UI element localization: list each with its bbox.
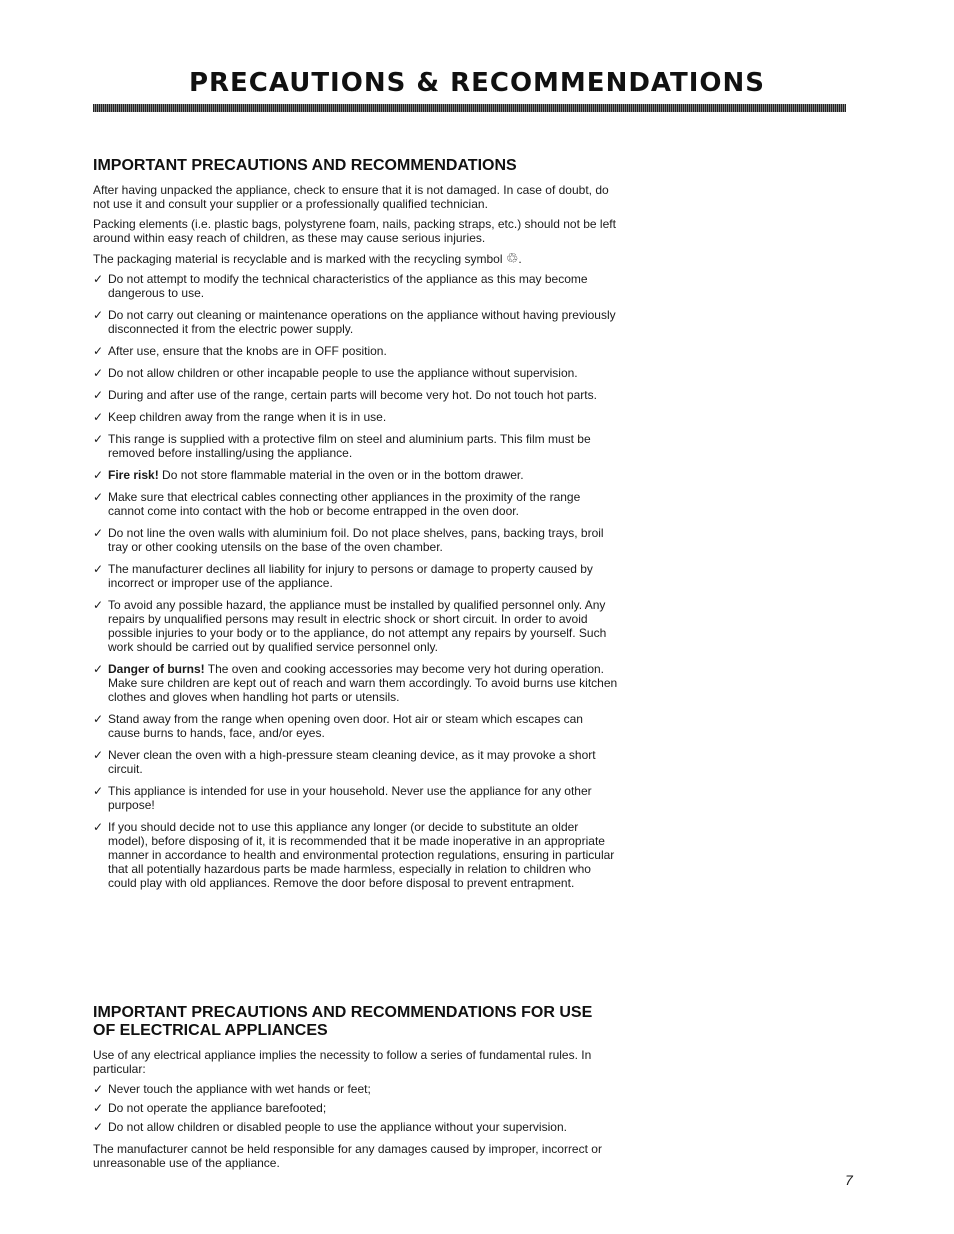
checkmark-icon: ✓: [93, 432, 104, 446]
checkmark-icon: ✓: [93, 662, 104, 676]
checkmark-icon: ✓: [93, 748, 104, 762]
list-item: [93, 432, 618, 460]
list-item-text: This appliance is intended for use in your household. Never use the appliance for any other purpose!: [108, 784, 592, 812]
checkmark-icon: ✓: [93, 308, 104, 322]
list-item: [93, 366, 618, 380]
title-divider: [93, 104, 846, 112]
list-item: [93, 1101, 618, 1115]
checkmark-icon: ✓: [93, 820, 104, 834]
checkmark-icon: ✓: [93, 1120, 104, 1134]
checkmark-icon: ✓: [93, 598, 104, 612]
list-item: [93, 388, 618, 402]
section-electrical-precautions: [93, 1004, 618, 1176]
warning-label: Fire risk!: [108, 468, 159, 482]
list-item-text: Make sure that electrical cables connecting other appliances in the proximity of the range cannot come into contact with the hob or become entrapped in the oven door.: [108, 490, 581, 518]
list-item-text: If you should decide not to use this appliance any longer (or decide to substitute an older model), before disposing of it, it is recommended that it be made inoperative in an appropriate manner in accordance to health and environmental protection regulations, ensuring in particular that all potentially hazardous parts be made harmless, especially in relation to children who could play with old appliances. Remove the door before disposal to prevent entrapment.: [108, 820, 615, 890]
list-item-text: After use, ensure that the knobs are in OFF position.: [108, 344, 387, 358]
paragraph-packing-elements: Packing elements (i.e. plastic bags, polystyrene foam, nails, packing straps, etc.) should not be left around within easy reach of children, as these may cause serious injuries.: [93, 217, 616, 245]
page-number: 7: [845, 1172, 853, 1188]
checkmark-icon: ✓: [93, 784, 104, 798]
checkmark-icon: ✓: [93, 1101, 104, 1115]
list-item: [93, 562, 618, 590]
list-item-text: Do not line the oven walls with aluminium foil. Do not place shelves, pans, backing trays, broil tray or other cooking utensils on the base of the oven chamber.: [108, 526, 604, 554]
checkmark-icon: ✓: [93, 526, 104, 540]
recycling-text: The packaging material is recyclable and is marked with the recycling symbol: [93, 252, 503, 266]
checkmark-icon: ✓: [93, 712, 104, 726]
section-heading: IMPORTANT PRECAUTIONS AND RECOMMENDATIONS: [93, 157, 517, 174]
precautions-list: [93, 272, 618, 890]
list-item-text: To avoid any possible hazard, the appliance must be installed by qualified personnel only. Any repairs by unqualified persons may result in electric shock or short circuit. In order to avoid possible injuries to your body or to the appliance, do not attempt any repairs by yourself. Such work should be carried out by qualified service personnel only.: [108, 598, 607, 654]
warning-label: Danger of burns!: [108, 662, 205, 676]
checkmark-icon: ✓: [93, 1082, 104, 1096]
list-item: [93, 820, 618, 890]
list-item: [93, 1120, 618, 1134]
list-item-text: Stand away from the range when opening oven door. Hot air or steam which escapes can cause burns to hands, face, and/or eyes.: [108, 712, 583, 740]
list-item-text: Never clean the oven with a high-pressure steam cleaning device, as it may provoke a short circuit.: [108, 748, 596, 776]
paragraph-disclaimer: The manufacturer cannot be held responsible for any damages caused by improper, incorrect or unreasonable use of the appliance.: [93, 1142, 602, 1170]
paragraph-recycling: The packaging material is recyclable and is marked with the recycling symbol ♲.: [93, 250, 522, 266]
checkmark-icon: ✓: [93, 410, 104, 424]
checkmark-icon: ✓: [93, 272, 104, 286]
list-item: [93, 784, 618, 812]
list-item-text: Do not attempt to modify the technical characteristics of the appliance as this may become dangerous to use.: [108, 272, 588, 300]
list-item-text: The oven and cooking accessories may become very hot during operation. Make sure children are kept out of reach and warn them accordingly. To avoid burns use kitchen clothes and gloves when handling hot parts or utensils.: [108, 662, 618, 704]
list-item: [93, 748, 618, 776]
list-item-text: During and after use of the range, certain parts will become very hot. Do not touch hot parts.: [108, 388, 597, 402]
list-item: [93, 468, 618, 482]
paragraph-intro: Use of any electrical appliance implies the necessity to follow a series of fundamental rules. In particular:: [93, 1048, 592, 1076]
list-item: [93, 344, 618, 358]
checkmark-icon: ✓: [93, 490, 104, 504]
section-general-precautions: [93, 157, 618, 898]
checkmark-icon: ✓: [93, 468, 104, 482]
list-item-text: Never touch the appliance with wet hands or feet;: [108, 1082, 371, 1096]
list-item: [93, 1082, 618, 1096]
checkmark-icon: ✓: [93, 562, 104, 576]
checkmark-icon: ✓: [93, 388, 104, 402]
list-item-text: The manufacturer declines all liability for injury to persons or damage to property caused by incorrect or improper use of the appliance.: [108, 562, 593, 590]
list-item-text: Do not allow children or other incapable people to use the appliance without supervision.: [108, 366, 578, 380]
list-item: [93, 308, 618, 336]
list-item: [93, 410, 618, 424]
list-item: [93, 272, 618, 300]
section-heading-electrical: IMPORTANT PRECAUTIONS AND RECOMMENDATIONS FOR USE OF ELECTRICAL APPLIANCES: [93, 1004, 593, 1039]
page-title: PRECAUTIONS & RECOMMENDATIONS: [188, 68, 766, 98]
list-item: [93, 598, 618, 654]
paragraph-unpacking: After having unpacked the appliance, check to ensure that it is not damaged. In case of doubt, do not use it and consult your supplier or a professionally qualified technician.: [93, 183, 609, 211]
list-item: [93, 490, 618, 518]
list-item-text: Do not allow children or disabled people to use the appliance without your supervision.: [108, 1120, 567, 1134]
list-item-text: Keep children away from the range when it is in use.: [108, 410, 387, 424]
checkmark-icon: ✓: [93, 366, 104, 380]
list-item-text: Do not operate the appliance barefooted;: [108, 1101, 327, 1115]
list-item: [93, 712, 618, 740]
list-item: [93, 526, 618, 554]
recycle-icon: ♲: [505, 250, 519, 266]
list-item-text: Do not carry out cleaning or maintenance operations on the appliance without having previously disconnected it from the electric power supply.: [108, 308, 616, 336]
list-item: [93, 662, 618, 704]
checkmark-icon: ✓: [93, 344, 104, 358]
list-item-text: Do not store flammable material in the oven or in the bottom drawer.: [158, 468, 524, 482]
list-item-text: This range is supplied with a protective film on steel and aluminium parts. This film must be removed before installing/using the appliance.: [108, 432, 591, 460]
electrical-rules-list: [93, 1082, 618, 1134]
